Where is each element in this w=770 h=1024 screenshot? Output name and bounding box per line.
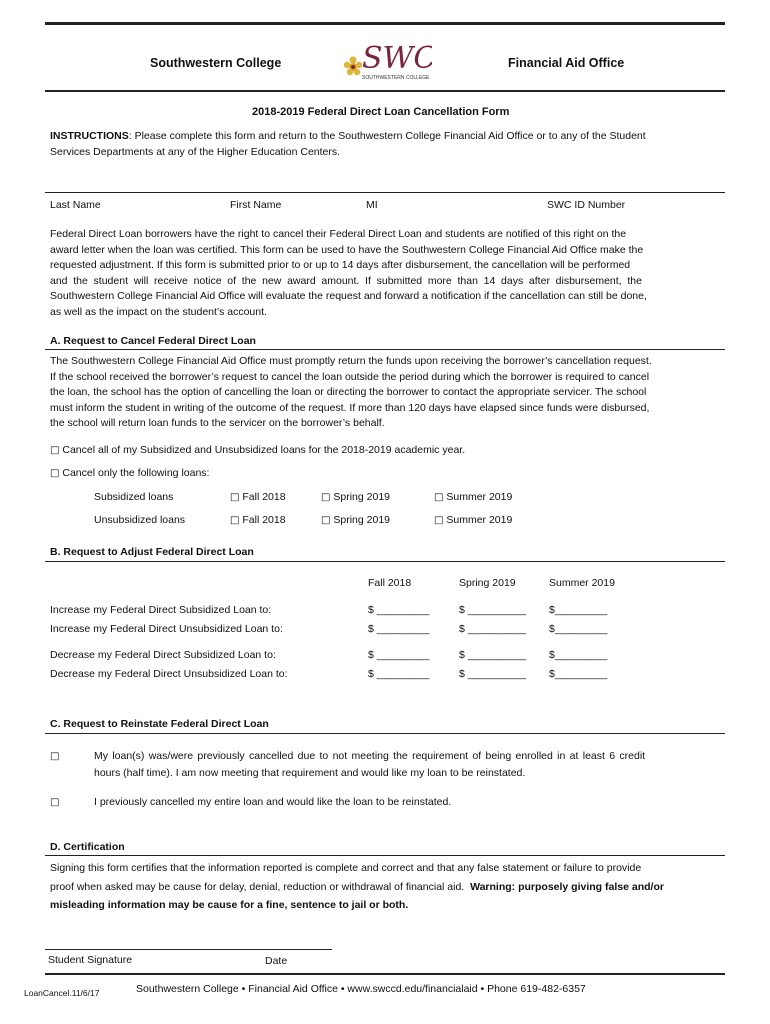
section-d-title: D. Certification <box>50 841 125 853</box>
section-b-rule <box>45 561 725 562</box>
amount-field[interactable]: $_________ <box>549 668 608 680</box>
cancel-all-option[interactable] <box>50 444 465 457</box>
adjust-row-label: Increase my Federal Direct Unsubsidized Loan to: <box>50 623 283 635</box>
amount-field[interactable]: $ _________ <box>368 623 430 635</box>
intro-paragraph <box>50 227 720 321</box>
mi-label: MI <box>366 199 378 211</box>
top-rule <box>45 22 725 25</box>
checkbox[interactable]: □ <box>230 515 240 526</box>
footer-rule <box>45 973 725 975</box>
form-title: 2018-2019 Federal Direct Loan Cancellation Form <box>252 106 510 118</box>
adjust-row-label: Decrease my Federal Direct Unsubsidized Loan to: <box>50 668 288 680</box>
amount-field[interactable]: $ __________ <box>459 604 527 616</box>
certification-line-2 <box>50 881 664 894</box>
flower-icon <box>344 57 362 76</box>
section-a-line: If the school received the borrower’s request to cancel the loan outside the period during which the borrower is required to cancel <box>50 370 650 383</box>
checkbox[interactable]: □ <box>50 445 60 456</box>
section-a-paragraph <box>50 354 722 432</box>
subsidized-spring[interactable] <box>321 491 390 504</box>
subsidized-fall[interactable] <box>230 491 286 504</box>
amount-field[interactable]: $ __________ <box>459 623 527 635</box>
intro-line: award letter when the loan was certified. This form can be used to have the Southwestern College Financial Aid Office make the <box>50 243 644 256</box>
intro-line: Federal Direct Loan borrowers have the right to cancel their Federal Direct Loan and students are notified of this right on the <box>50 228 627 240</box>
cancel-all-label: Cancel all of my Subsidized and Unsubsidized loans for the 2018-2019 academic year. <box>62 444 466 456</box>
reinstate-option-1-line-1: My loan(s) was/were previously cancelled due to not meeting the requirement of being enrolled in at least 6 credit <box>94 750 646 762</box>
cancel-following-label: Cancel only the following loans: <box>62 467 210 479</box>
logo-subtext: SOUTHWESTERN COLLEGE <box>362 75 430 81</box>
checkbox[interactable]: □ <box>321 492 331 503</box>
checkbox[interactable]: □ <box>434 492 444 503</box>
college-name: Southwestern College <box>150 56 282 70</box>
checkbox[interactable]: □ <box>50 751 60 762</box>
unsubsidized-summer[interactable] <box>434 514 512 527</box>
section-b-title: B. Request to Adjust Federal Direct Loan <box>50 546 254 558</box>
instructions-line-2: Services Departments at any of the Higher Education Centers. <box>50 146 341 158</box>
subsidized-label: Subsidized loans <box>94 491 174 503</box>
reinstate-option-1-line-2: hours (half time). I am now meeting that requirement and would like my loan to be reinstated. <box>94 767 526 779</box>
section-c-title: C. Request to Reinstate Federal Direct Loan <box>50 718 269 730</box>
form-code: LoanCancel.11/6/17 <box>24 988 100 998</box>
footer-text: Southwestern College • Financial Aid Office • www.swccd.edu/financialaid • Phone 619-482-6357 <box>136 983 586 995</box>
cancel-following-option[interactable] <box>50 467 209 480</box>
logo-text: SWC <box>362 41 432 76</box>
signature-line[interactable] <box>45 949 332 950</box>
term-label: Spring 2019 <box>333 514 391 526</box>
certification-line-1: Signing this form certifies that the information reported is complete and correct and that any false statement or failure to provide <box>50 862 642 874</box>
subsidized-summer[interactable] <box>434 491 512 504</box>
section-a-title: A. Request to Cancel Federal Direct Loan <box>50 335 256 347</box>
student-signature-label: Student Signature <box>48 954 133 966</box>
section-a-line: the loan, the school has the option of cancelling the loan or directing the borrower to contact the appropriate servicer. The school <box>50 386 647 399</box>
instructions-line-1 <box>50 130 646 143</box>
certification-warning: Warning: purposely giving false and/or <box>470 881 664 893</box>
certification-line-3: misleading information may be cause for a fine, sentence to jail or both. <box>50 899 409 911</box>
column-header-spring: Spring 2019 <box>459 577 516 589</box>
section-a-line: must inform the student in writing of the outcome of the request. If more than 120 days have elapsed since funds were disbursed, <box>50 401 650 414</box>
swc-logo-graphic <box>342 30 432 82</box>
adjust-row-label: Decrease my Federal Direct Subsidized Loan to: <box>50 649 276 661</box>
amount-field[interactable]: $ __________ <box>459 649 527 661</box>
first-name-label: First Name <box>230 199 282 211</box>
section-a-line: the school will return loan funds to the servicer on the borrower’s behalf. <box>50 417 385 430</box>
section-d-rule <box>45 855 725 856</box>
checkbox[interactable]: □ <box>321 515 331 526</box>
name-line[interactable] <box>45 192 725 193</box>
amount-field[interactable]: $ __________ <box>459 668 527 680</box>
checkbox[interactable]: □ <box>50 468 60 479</box>
checkbox[interactable]: □ <box>434 515 444 526</box>
amount-field[interactable]: $_________ <box>549 649 608 661</box>
amount-field[interactable]: $ _________ <box>368 604 430 616</box>
amount-field[interactable]: $ _________ <box>368 668 430 680</box>
amount-field[interactable]: $_________ <box>549 623 608 635</box>
amount-field[interactable]: $_________ <box>549 604 608 616</box>
section-c-rule <box>45 733 725 734</box>
term-label: Fall 2018 <box>242 514 286 526</box>
amount-field[interactable]: $ _________ <box>368 649 430 661</box>
unsubsidized-fall[interactable] <box>230 514 286 527</box>
intro-line: as well as the impact on the student’s account. <box>50 305 267 318</box>
term-label: Summer 2019 <box>446 514 513 526</box>
swc-id-label: SWC ID Number <box>547 199 626 211</box>
office-name: Financial Aid Office <box>508 56 625 70</box>
adjust-row-label: Increase my Federal Direct Subsidized Loan to: <box>50 604 272 616</box>
checkbox[interactable]: □ <box>50 797 60 808</box>
section-a-line: The Southwestern College Financial Aid Office must promptly return the funds upon receiving the borrower’s cancellation request. <box>50 355 652 367</box>
checkbox[interactable]: □ <box>230 492 240 503</box>
header-rule <box>45 90 725 92</box>
instructions-text: : Please complete this form and return to the Southwestern College Financial Aid Office or to any of the Student <box>128 130 646 142</box>
instructions-label: INSTRUCTIONS <box>50 130 129 142</box>
column-header-summer: Summer 2019 <box>549 577 615 589</box>
swc-logo <box>342 30 432 82</box>
intro-line: requested adjustment. If this form is submitted prior to or up to 14 days after disbursement, the cancellation will be performed <box>50 259 631 272</box>
unsubsidized-spring[interactable] <box>321 514 390 527</box>
term-label: Summer 2019 <box>446 491 513 503</box>
intro-line: and the student will receive notice of the new award amount. If submitted more than 14 days after disbursement, the <box>50 274 642 287</box>
reinstate-option-2: I previously cancelled my entire loan and would like the loan to be reinstated. <box>94 796 452 808</box>
date-label: Date <box>265 955 288 967</box>
last-name-label: Last Name <box>50 199 101 211</box>
term-label: Fall 2018 <box>242 491 286 503</box>
term-label: Spring 2019 <box>333 491 391 503</box>
unsubsidized-label: Unsubsidized loans <box>94 514 186 526</box>
certification-plain: proof when asked may be cause for delay, denial, reduction or withdrawal of financial aid. <box>50 881 465 893</box>
section-a-rule <box>45 349 725 350</box>
column-header-fall: Fall 2018 <box>368 577 412 589</box>
intro-line: Southwestern College Financial Aid Office will evaluate the request and forward a notification if the cancellation can still be done, <box>50 290 647 303</box>
